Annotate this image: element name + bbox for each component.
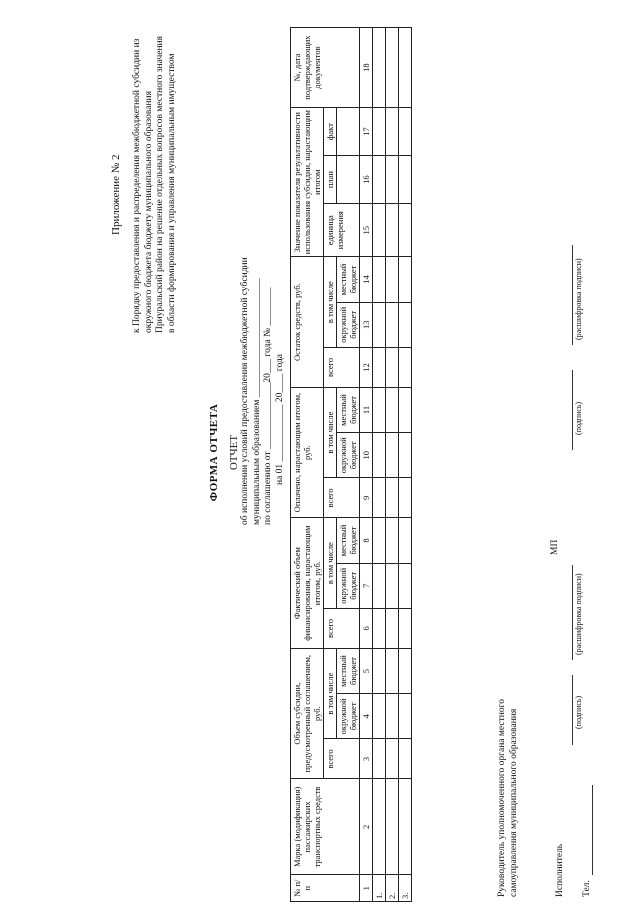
head-incl: в том числе	[324, 257, 337, 348]
executor-label: Исполнитель	[555, 843, 565, 897]
report-subtitle	[240, 5, 286, 525]
head-total: всего	[324, 739, 360, 779]
head-mest: местный бюджет	[337, 387, 360, 432]
head-fact: факт	[324, 108, 337, 156]
decode-caption: (расшифровка подписи)	[574, 573, 583, 655]
head-plan: план	[324, 156, 337, 204]
appendix-title: Приложение № 2	[110, 154, 122, 235]
form-title: ФОРМА ОТЧЕТА	[208, 403, 220, 502]
decode-line	[572, 565, 573, 660]
head-paid: Оплачено, нарастающим итогом, руб.	[291, 387, 324, 518]
head-mest: местный бюджет	[337, 518, 360, 563]
report-table	[290, 27, 412, 902]
row-number: 3.	[399, 875, 412, 902]
head-okr: окружной бюджет	[337, 433, 360, 478]
head-remain: Остаток средств, руб.	[291, 257, 324, 388]
head-mest: местный бюджет	[337, 648, 360, 693]
col-number: 7	[360, 563, 373, 608]
signature-caption: (подпись)	[574, 401, 583, 435]
head-plan-blank	[337, 156, 360, 204]
head-incl: в том числе	[324, 387, 337, 478]
head-total: всего	[324, 347, 360, 387]
head-brand: Марка (модификация) пассажирских транспортных средств	[291, 779, 360, 875]
col-number: 16	[360, 156, 373, 204]
col-number: 15	[360, 204, 373, 257]
col-number: 11	[360, 387, 373, 432]
decode-line	[572, 245, 573, 345]
col-number: 18	[360, 28, 373, 108]
col-number: 1	[360, 875, 373, 902]
head-indicator: Значение показателя результативности использования субсидии, нарастающим итогом	[291, 108, 324, 257]
report-title: ОТЧЕТ	[228, 434, 240, 471]
col-number: 17	[360, 108, 373, 156]
head-okr: окружной бюджет	[337, 563, 360, 608]
appendix-text: к Порядку предоставления и распределения межбюджетной субсидии из окружного бюджета бюджету муниципального образования Приуральский район на решение отдельных вопросов местного значения в области формирования и управления муниципальным имуществом	[132, 36, 177, 333]
col-number: 10	[360, 433, 373, 478]
row-number: 2.	[386, 875, 399, 902]
report-line-1: об исполнении условий предоставления межбюджетной субсидии	[240, 257, 250, 525]
head-actual: Фактический объем финансирования, нарастающим итогом, руб.	[291, 518, 324, 649]
head-mest: местный бюджет	[337, 257, 360, 302]
col-number-row	[360, 28, 373, 902]
signature-line	[572, 370, 573, 450]
col-number: 13	[360, 302, 373, 347]
head-incl: в том числе	[324, 648, 337, 739]
head-total: всего	[324, 608, 360, 648]
head-unit: единица измерения	[324, 204, 360, 257]
head-okr: окружной бюджет	[337, 694, 360, 739]
signature-head-label: Руководитель уполномоченного органа местного самоуправления муниципального образования	[497, 699, 519, 897]
col-number: 6	[360, 608, 373, 648]
head-okr: окружной бюджет	[337, 302, 360, 347]
signature-line	[572, 675, 573, 745]
signature-caption: (подпись)	[574, 695, 583, 729]
mp-stamp-label: МП	[550, 539, 560, 555]
col-number: 4	[360, 694, 373, 739]
col-number: 9	[360, 478, 373, 518]
col-number: 8	[360, 518, 373, 563]
col-number: 12	[360, 347, 373, 387]
head-fact-blank	[337, 108, 360, 156]
col-number: 14	[360, 257, 373, 302]
table-row	[399, 28, 412, 902]
col-number: 5	[360, 648, 373, 693]
report-line-2: муниципальным образованием _________________________	[251, 278, 262, 525]
tel-label: Тел.	[582, 880, 592, 897]
head-num: № п/п	[291, 875, 360, 902]
table-row	[373, 28, 386, 902]
table-row	[386, 28, 399, 902]
col-number: 2	[360, 779, 373, 875]
report-line-4: на 01 ____________ 20____ года	[274, 354, 285, 485]
head-docs: №, дата подтверждающих документов	[291, 28, 360, 108]
col-number: 3	[360, 739, 373, 779]
decode-caption: (расшифровка подписи)	[574, 258, 583, 340]
head-total: всего	[324, 478, 360, 518]
head-incl: в том числе	[324, 518, 337, 609]
report-line-3: по соглашению от ______________20___ года № ________	[263, 287, 273, 525]
tel-line	[592, 785, 593, 875]
head-volume: Объем субсидии, предусмотренный соглашением, руб.	[291, 648, 324, 779]
row-number: 1.	[373, 875, 386, 902]
